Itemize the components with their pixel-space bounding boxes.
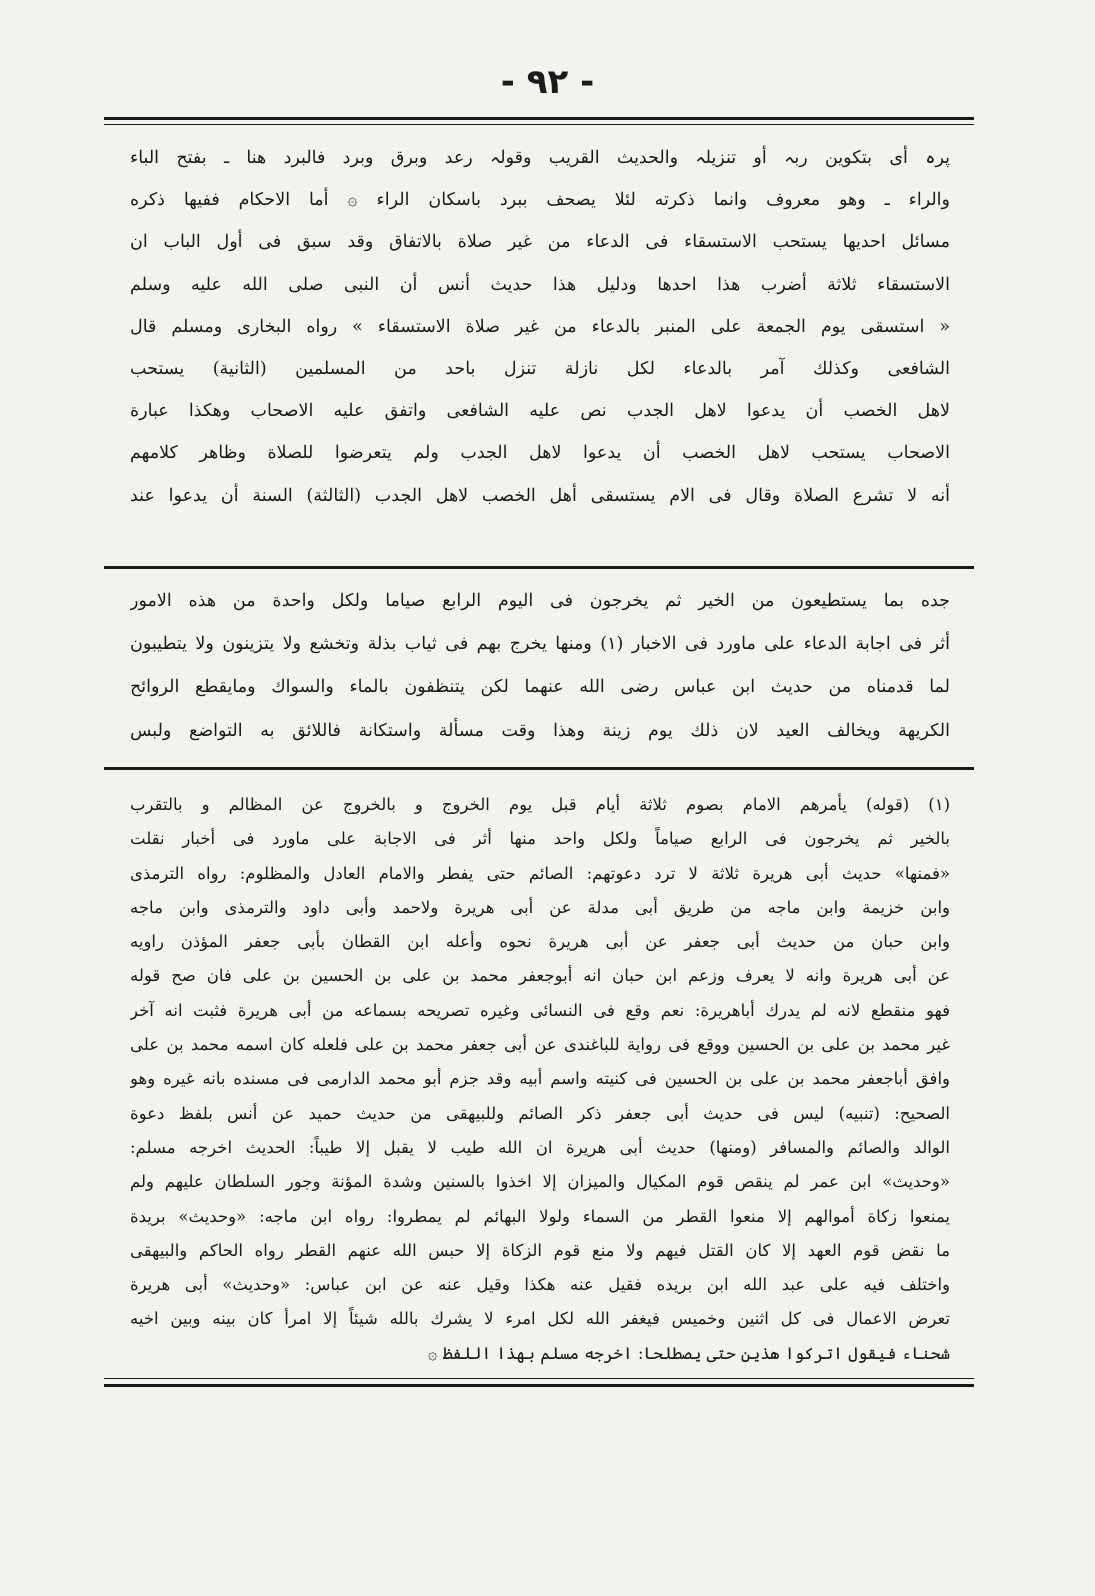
footnote-line: یمنعوا زکاة أموالهم إلا منعوا القطر من السماء ولولا البهائم لم یمطروا: رواه ابن ماجه: «وحدیث» بریدة [130,1206,950,1226]
footnote-line: «فمنها» حدیث أبی هریرة ثلاثة لا ترد دعوتهم: الصائم حتی یفطر والامام العادل والمظلوم: رواه الترمذی [130,863,950,883]
footnote-line: ما نقض قوم العهد إلا کان القتل فیهم ولا منع قوم الزکاة إلا حبس الله عنهم القطر رواه الحاکم والبیهقی [130,1240,950,1260]
footnote-line: تعرض الاعمال فی کل اثنین وخمیس فیغفر الله لکل امرء لا یشرك بالله شیئاً إلا امرأ کان بینه وبین اخیه [130,1309,950,1329]
text-line: الاصحاب یستحب لاهل الخصب أن یدعوا لاهل الجدب ولم یتعرضوا للصلاة وظاهر کلامهم [130,443,950,464]
footnote-line: شحناء فیقول اترکوا هذین حتی یصطلحا: اخرجه مسلم بهذا اللفظ ۞ [427,1343,950,1363]
footnote-line: وابن حبان من حدیث أبی جعفر عن أبی هریرة نحوه وأعله ابن القطان بأبی جعفر المؤذن راویه [130,932,950,952]
middle-text-block [130,580,950,753]
page-number: - ٩٢ - [500,62,595,102]
text-line: « استسقی یوم الجمعة علی المنبر بالدعاء من غیر صلاة الاستسقاء » رواه البخاری ومسلم قال [130,316,950,337]
header-rule-thick [104,117,974,120]
footnote-line: (١) (قوله) یأمرهم الامام بصوم ثلاثة أیام قبل یوم الخروج و بالخروج عن المظالم و بالتقرب [130,795,950,814]
text-line: جده بما یستطیعون من الخیر ثم یخرجون فی الیوم الرابع صیاما ولکل واحدة من هذه الامور [130,591,950,611]
footnote-line: «وحدیث» ابن عمر لم ینقص قوم المکیال والمیزان إلا اخذوا بالسنین وشدة المؤنة وجور السلطان علیهم ولم [130,1172,950,1192]
footnote-line: الصحیح: (تنبیه) لیس فی حدیث أبی جعفر ذکر الصائم وللبیهقی من حدیث حمید عن أنس بلفظ دعوة [130,1103,950,1123]
footnote-line: وابن خزیمة وابن ماجه من طریق أبی مدلة عن أبی هریرة ولاحمد وأبی داود والترمذی وابن ماجه [130,897,950,917]
text-line: پرہ أی بتکوین ربہ أو تنزیلہ والحدیث القریب وقولہ رعد وبرق وبرد فالبرد هنا ـ بفتح الباء [130,148,950,168]
text-line: الکریهة ویخالف العید لان ذلك یوم زینة وهذا وقت مسألة واستکانة فاللائق به التواضع ولبس [130,720,950,741]
footnote-line: وافق أباجعفر محمد بن علی بن الحسین فی کنیته واسم أبیه وقد جزم أبو محمد الدارمی فی مسنده بانه غیره وهو [130,1069,950,1089]
section-divider [104,566,974,569]
footer-rule-thin [104,1378,974,1379]
footnote-line: بالخیر ثم یخرجون فی الرابع صیاماً ولکل واحد منها أثر فی الاجابة علی ماورد فی أخبار نقلت [130,829,950,849]
header-rule-thin [104,124,974,125]
text-line: لاهل الخصب أن یدعوا لاهل الجدب نص علیه الشافعی واتفق علیه الاصحاب وهکذا عبارة [130,401,950,422]
text-line: لما قدمناه من حدیث ابن عباس رضی الله عنهما لکن یتنظفون بالماء والسواك ومایقطع الروائح [130,677,950,698]
footnote-line: عن أبی هریرة وانه لا یعرف وزعم ابن حبان انه أبوجعفر محمد بن علی بن الحسین بن علی فان صح قوله [130,966,950,986]
text-line: مسائل احدیها یستحب الاستسقاء فی الدعاء من غیر صلاة بالاتفاق وقد سبق فی أول الباب ان [130,232,950,253]
text-line: أنه لا تشرع الصلاة وقال فی الام یستسقی أهل الخصب لاهل الجدب (الثالثة) السنة أن یدعوا عند [130,485,950,506]
main-text-block [130,137,950,517]
footnote-divider [104,767,974,770]
text-line: الشافعی وکذلك آمر بالدعاء لکل نازلة تنزل باحد من المسلمین (الثانیة) یستحب [130,359,950,380]
footnote-line: واختلف فیه علی عبد الله ابن بریده فقیل عنه هکذا وقیل عنه عن ابن عباس: «وحدیث» أبی هریرة [130,1275,950,1295]
footer-rule-thick [104,1384,974,1387]
text-line: والراء ـ وهو معروف وانما ذکرته لئلا یصحف ببرد باسکان الراء ۞ أما الاحکام ففیها ذکره [130,190,950,211]
text-line: الاستسقاء ثلاثة أضرب هذا احدها ودلیل هذا حدیث أنس أن النبی صلی الله علیه وسلم [130,274,950,295]
footnote-line: فهو منقطع لانه لم یدرك أباهریرة: نعم وقع فی النسائی وغیره تصریحه بسماعه من أبی هریرة فثبت انه آخر [130,1000,950,1020]
footnote-line: الوالد والصائم والمسافر (ومنها) حدیث أبی هریرة ان الله طیب لا یقبل إلا طیباً: الحدیث اخرجه مسلم: [130,1137,950,1157]
footnote-line: غیر محمد بن علی بن الحسین ووقع فی روایة للباغندی عن أبی جعفر محمد بن علی فلعله کان اسمه محمد بن علی [130,1035,950,1055]
footnote-block [130,788,950,1371]
text-line: أثر فی اجابة الدعاء علی ماورد فی الاخبار (١) ومنها یخرج بهم فی ثیاب بذلة وتخشع ولا یتزینون ولا یتطیبون [130,634,950,655]
